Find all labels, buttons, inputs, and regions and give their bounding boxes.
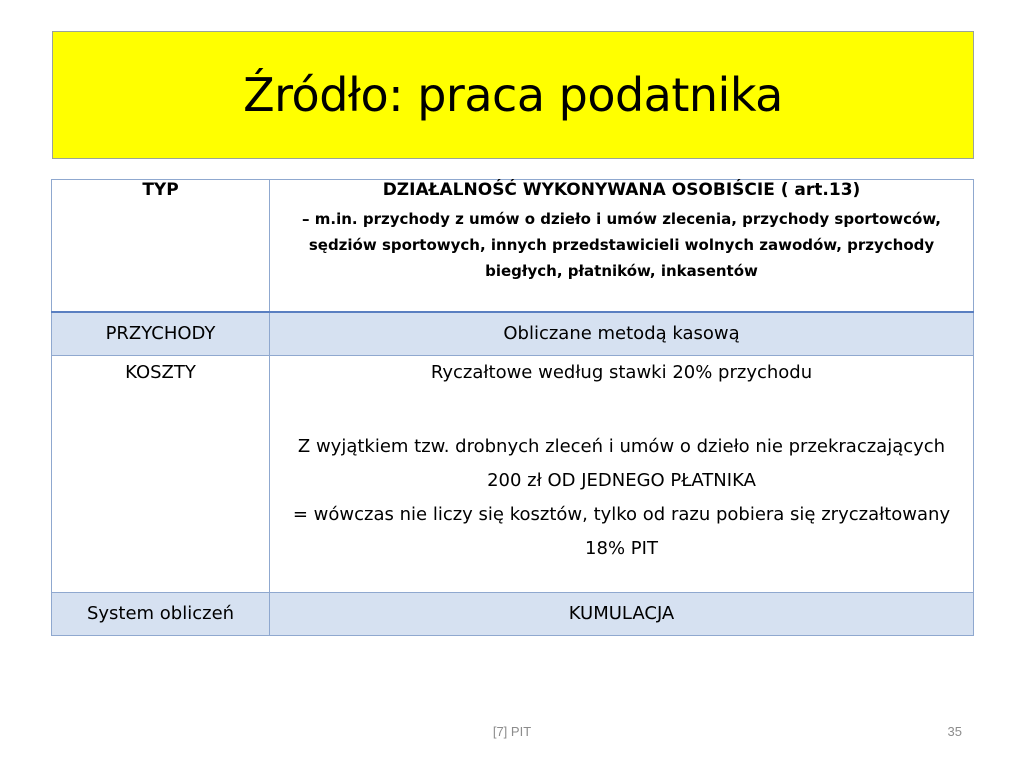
header-type-label: TYP xyxy=(142,180,179,200)
row-value-system: KUMULACJA xyxy=(270,593,974,636)
slide-title: Źródło: praca podatnika xyxy=(243,68,783,122)
costs-spacer xyxy=(278,390,965,430)
header-activity-description: – m.in. przychody z umów o dzieło i umów zlecenia, przychody sportowców, sędziów sportowych, innych przedstawicieli wolnych zawodów, przychody biegłych, płatników, inkasentów xyxy=(302,210,941,280)
row-label-costs: KOSZTY xyxy=(52,356,270,593)
page-number: 35 xyxy=(947,724,962,739)
costs-line-flat-rate: Ryczałtowe według stawki 20% przychodu xyxy=(430,362,813,383)
title-box xyxy=(52,31,974,159)
row-label-system: System obliczeń xyxy=(52,593,270,636)
table-header-row xyxy=(52,180,974,313)
header-cell-type xyxy=(52,180,270,313)
costs-line-exception: Z wyjątkiem tzw. drobnych zleceń i umów o dzieło nie przekraczających 200 zł OD JEDNEGO PŁATNIKA xyxy=(297,436,946,491)
table-row-system xyxy=(52,593,974,636)
tax-table xyxy=(51,179,974,636)
row-value-income: Obliczane metodą kasową xyxy=(270,312,974,356)
table-row-income xyxy=(52,312,974,356)
footer-text: [7] PIT xyxy=(492,724,532,739)
table-row-costs xyxy=(52,356,974,593)
row-label-income: PRZYCHODY xyxy=(52,312,270,356)
row-value-costs xyxy=(270,356,974,593)
costs-line-consequence: = wówczas nie liczy się kosztów, tylko od razu pobiera się zryczałtowany 18% PIT xyxy=(292,504,951,559)
header-activity-title: DZIAŁALNOŚĆ WYKONYWANA OSOBIŚCIE ( art.13) xyxy=(382,180,861,200)
header-cell-activity xyxy=(270,180,974,313)
